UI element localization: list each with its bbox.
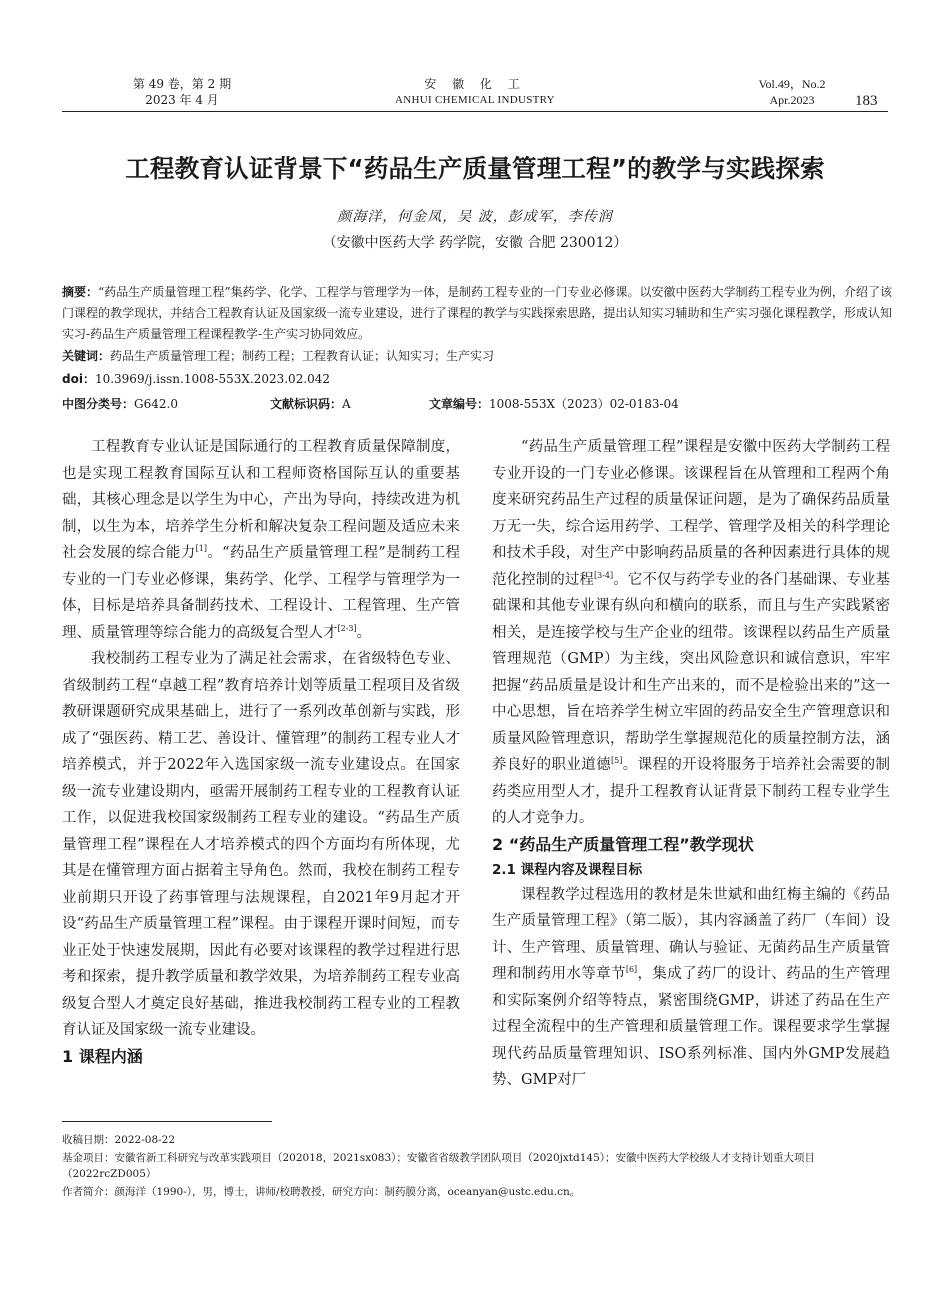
paragraph-text: 。课程的开设将服务于培养社会需要的制药类应用型人才，提升工程教育认证背景下制药工程专业学生的人才竞争力。 — [492, 757, 891, 826]
citation: [6] — [625, 965, 638, 975]
article-title: 工程教育认证背景下“药品生产质量管理工程”的教学与实践探索 — [125, 154, 825, 183]
paragraph — [492, 882, 890, 1094]
keywords-label: 关键词： — [62, 349, 111, 363]
classification-row — [62, 394, 892, 414]
journal-name — [375, 76, 575, 108]
paragraph-text: 课程教学过程选用的教材是朱世斌和曲红梅主编的《药品生产质量管理工程》（第二版），其内容涵盖了药厂（车间）设计、生产管理、质量管理、确认与验证、无菌药品生产质量管理和制药用水等章节 — [492, 886, 890, 982]
paragraph: 我校制药工程专业为了满足社会需求，在省级特色专业、省级制药工程“卓越工程”教育培养计划等质量工程项目及省级教研课题研究成果基础上，进行了一系列改革创新与实践，形成了“强医药、精工艺、善设计、懂管理”的制药工程专业人才培养模式，并于2022年入选国家级一流专业建设点。在国家级一流专业建设期内，亟需开展制药工程专业的工程教育认证工作，以促进我校国家级制药工程专业的建设。“药品生产质量管理工程”课程在人才培养模式的四个方面均有所体现，尤其是在懂管理方面占据着主导角色。然而，我校在制药工程专业前期只开设了药事管理与法规课程，自2021年9月起才开设“药品生产质量管理工程”课程。由于课程开课时间短，而专业正处于快速发展期，因此有必要对该课程的教学过程进行思考和探索，提升教学质量和教学效果，为培养制药工程专业高级复合型人才奠定良好基础，推进我校制药工程专业的工程教育认证及国家级一流专业建设。 — [62, 651, 460, 1038]
clc-value: G642.0 — [134, 397, 178, 411]
doc-code-value: A — [342, 397, 351, 411]
citation: [5] — [610, 756, 623, 766]
journal-name-cn: 安 徽 化 工 — [424, 77, 526, 91]
abstract — [62, 282, 892, 345]
date-line-en: Apr.2023 — [769, 93, 815, 107]
paragraph-text: 。 — [356, 624, 372, 641]
footnote-divider — [62, 1121, 272, 1122]
article-no-value: 1008-553X（2023）02-0183-04 — [489, 397, 679, 411]
author-affiliation: （安徽中医药大学 药学院，安徽 合肥 230012） — [322, 235, 628, 251]
paragraph-text: 。它不仅与药学专业的各门基础课、专业基础课和其他专业课有纵向和横向的联系，而且与生产实践紧密相关，是连接学校与生产企业的纽带。该课程以药品生产质量管理规范（GMP）为主线，突出风险意识和诚信意识，牢牢把握“药品质量是设计和生产出来的，而不是检验出来的”这一中心思想，旨在培养学生树立牢固的药品安全生产管理意识和质量风险管理意识，帮助学生掌握规范化的质量控制方法，涵养良好的职业道德 — [492, 571, 891, 773]
citation: [1] — [195, 544, 207, 554]
body-column-left — [62, 434, 460, 1070]
paragraph-text: 工程教育专业认证是国际通行的工程教育质量保障制度，也是实现工程教育国际互认和工程师资格国际互认的重要基础，其核心理念是以学生为中心，产出为导向，持续改进为机制，以生为本，培养学生分析和解决复杂工程问题及适应未来社会发展的综合能力 — [62, 439, 460, 561]
footnote-funding: 基金项目：安徽省新工科研究与改革实践项目（202018，2021sx083）；安徽省省级教学团队项目（2020jxtd145）；安徽中医药大学校级人才支持计划重大项目（2022rcZD005） — [62, 1152, 816, 1180]
keywords-text: 药品生产质量管理工程；制药工程；工程教育认证；认知实习；生产实习 — [110, 349, 495, 363]
article-no-label: 文章编号： — [429, 397, 490, 411]
footnote-author-bio: 作者简介：颜海洋（1990-），男，博士，讲师/校聘教授，研究方向：制药膜分离，oceanyan@ustc.edu.cn。 — [62, 1186, 581, 1198]
section-heading: 1 课程内涵 — [62, 1046, 143, 1066]
volume-issue — [112, 76, 252, 108]
vol-line-en: Vol.49，No.2 — [758, 77, 826, 91]
article-number — [429, 394, 679, 415]
article-authors: 颜海洋，何金凤，吴 波，彭成军，李传润 — [337, 209, 613, 225]
date-line: 2023 年 4 月 — [145, 93, 219, 107]
subsection-heading: 2.1 课程内容及课程目标 — [492, 861, 643, 878]
keywords — [62, 346, 892, 367]
clc-number — [62, 394, 178, 415]
citation: [3-4] — [594, 570, 614, 580]
abstract-text: “药品生产质量管理工程”集药学、化学、工程学与管理学为一体，是制药工程专业的一门专业必修课。以安徽中医药大学制药工程专业为例，介绍了该门课程的教学现状，并结合工程教育认证及国家级一流专业建设，进行了课程的教学与实践探索思路，提出认知实习辅助和生产实习强化课程教学，形成认知实习-药品生产质量管理工程课程教学-生产实习协同效应。 — [62, 285, 892, 341]
journal-name-en: ANHUI CHEMICAL INDUSTRY — [395, 94, 555, 106]
page-number: 183 — [855, 93, 878, 109]
paragraph — [492, 434, 890, 832]
doi-value: 10.3969/j.issn.1008-553X.2023.02.042 — [94, 372, 331, 386]
document-code — [270, 394, 351, 415]
body-column-right — [492, 434, 890, 1094]
paragraph-text: 。“药品生产质量管理工程”是制药工程专业的一门专业必修课，集药学、化学、工程学与管理学为一体，目标是培养具备制药技术、工程设计、工程管理、生产管理、质量管理等综合能力的高级复合型人才 — [62, 545, 460, 641]
doc-code-label: 文献标识码： — [270, 397, 343, 411]
volume-line: 第 49 卷，第 2 期 — [132, 77, 232, 91]
header-divider — [62, 111, 888, 112]
doi — [62, 369, 892, 390]
abstract-label: 摘要： — [62, 285, 99, 299]
citation: [2-3] — [337, 623, 357, 633]
volume-issue-en — [742, 76, 842, 108]
footnote-received-date: 收稿日期：2022-08-22 — [62, 1134, 176, 1146]
paragraph-text: “药品生产质量管理工程”课程是安徽中医药大学制药工程专业开设的一门专业必修课。该课程旨在从管理和工程两个角度来研究药品生产过程的质量保证问题，是为了确保药品质量万无一失，综合运用药学、工程学、管理学及相关的科学理论和技术手段，对生产中影响药品质量的各种因素进行具体的规范化控制的过程 — [492, 439, 890, 588]
clc-label: 中图分类号： — [62, 397, 135, 411]
paragraph-text: ，集成了药厂的设计、药品的生产管理和实际案例介绍等特点，紧密围绕GMP，讲述了药品在生产过程全流程中的生产管理和质量管理工作。课程要求学生掌握现代药品质量管理知识、ISO系列标准、国内外GMP发展趋势、GMP对厂 — [492, 966, 890, 1088]
running-header — [0, 76, 950, 112]
paragraph — [62, 434, 460, 646]
section-heading: 2 “药品生产质量管理工程”教学现状 — [492, 834, 754, 854]
doi-label: doi： — [62, 372, 95, 386]
